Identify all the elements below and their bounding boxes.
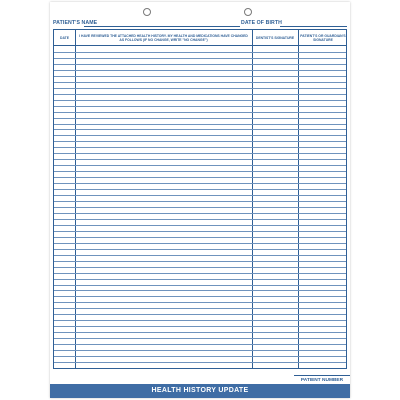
table-row[interactable]: [54, 171, 346, 172]
table-row[interactable]: [54, 165, 346, 166]
table-row[interactable]: [54, 118, 346, 119]
table-row[interactable]: [54, 88, 346, 89]
table-row[interactable]: [54, 213, 346, 214]
table-row[interactable]: [54, 195, 346, 196]
table-row[interactable]: [54, 320, 346, 321]
form-title-band: [50, 384, 350, 398]
table-row[interactable]: [54, 153, 346, 154]
table-row[interactable]: [54, 219, 346, 220]
table-row[interactable]: [54, 135, 346, 136]
table-row[interactable]: [54, 332, 346, 333]
table-row[interactable]: [54, 141, 346, 142]
table-row[interactable]: [54, 124, 346, 125]
punch-hole-left: [143, 8, 151, 16]
table-row[interactable]: [54, 112, 346, 113]
table-row[interactable]: [54, 94, 346, 95]
table-row[interactable]: [54, 82, 346, 83]
table-row[interactable]: [54, 177, 346, 178]
table-row[interactable]: [54, 326, 346, 327]
patient-name-field[interactable]: [84, 26, 240, 27]
patient-signature-column-header: PATIENT'S OR GUARDIAN'S SIGNATURE: [300, 33, 346, 42]
header-fields: [53, 18, 347, 28]
form-sheet: [50, 2, 350, 398]
table-row[interactable]: [54, 344, 346, 345]
review-column-header: I HAVE REVIEWED THE ATTACHED HEALTH HISTORY. MY HEALTH AND MEDICATIONS HAVE CHANGED AS FOLLOWS (IF NO CHANGE, WRITE "NO CHANGE"): [79, 33, 248, 42]
table-row[interactable]: [54, 243, 346, 244]
table-row[interactable]: [54, 183, 346, 184]
table-row[interactable]: [54, 70, 346, 71]
table-row[interactable]: [54, 237, 346, 238]
dentist-signature-column-header: DENTIST'S SIGNATURE: [255, 35, 295, 40]
table-row[interactable]: [54, 302, 346, 303]
table-row[interactable]: [54, 356, 346, 357]
date-of-birth-label: DATE OF BIRTH: [241, 20, 282, 26]
table-row[interactable]: [54, 338, 346, 339]
punch-hole-right: [244, 8, 252, 16]
table-row[interactable]: [54, 261, 346, 262]
table-row[interactable]: [54, 314, 346, 315]
table-row[interactable]: [54, 231, 346, 232]
table-row[interactable]: [54, 159, 346, 160]
table-row[interactable]: [54, 225, 346, 226]
table-row[interactable]: [54, 106, 346, 107]
table-row[interactable]: [54, 267, 346, 268]
date-column-header: DATE: [60, 35, 69, 40]
table-row[interactable]: [54, 308, 346, 309]
table-row[interactable]: [54, 296, 346, 297]
table-rows: [54, 46, 346, 368]
table-row[interactable]: [54, 279, 346, 280]
form-title: HEALTH HISTORY UPDATE: [151, 387, 249, 394]
table-row[interactable]: [54, 52, 346, 53]
table-row[interactable]: [54, 285, 346, 286]
patient-number-label: PATIENT NUMBER: [294, 375, 350, 385]
table-row[interactable]: [54, 64, 346, 65]
table-row[interactable]: [54, 350, 346, 351]
table-row[interactable]: [54, 147, 346, 148]
table-row[interactable]: [54, 201, 346, 202]
table-row[interactable]: [54, 290, 346, 291]
table-row[interactable]: [54, 362, 346, 363]
table-row[interactable]: [54, 273, 346, 274]
table-row[interactable]: [54, 58, 346, 59]
table-row[interactable]: [54, 100, 346, 101]
update-table: [53, 29, 347, 369]
table-row[interactable]: [54, 249, 346, 250]
table-row[interactable]: [54, 189, 346, 190]
table-row[interactable]: [54, 207, 346, 208]
date-of-birth-field[interactable]: [280, 26, 347, 27]
patient-name-label: PATIENT'S NAME: [53, 20, 98, 26]
table-row[interactable]: [54, 129, 346, 130]
table-row[interactable]: [54, 255, 346, 256]
table-row[interactable]: [54, 76, 346, 77]
